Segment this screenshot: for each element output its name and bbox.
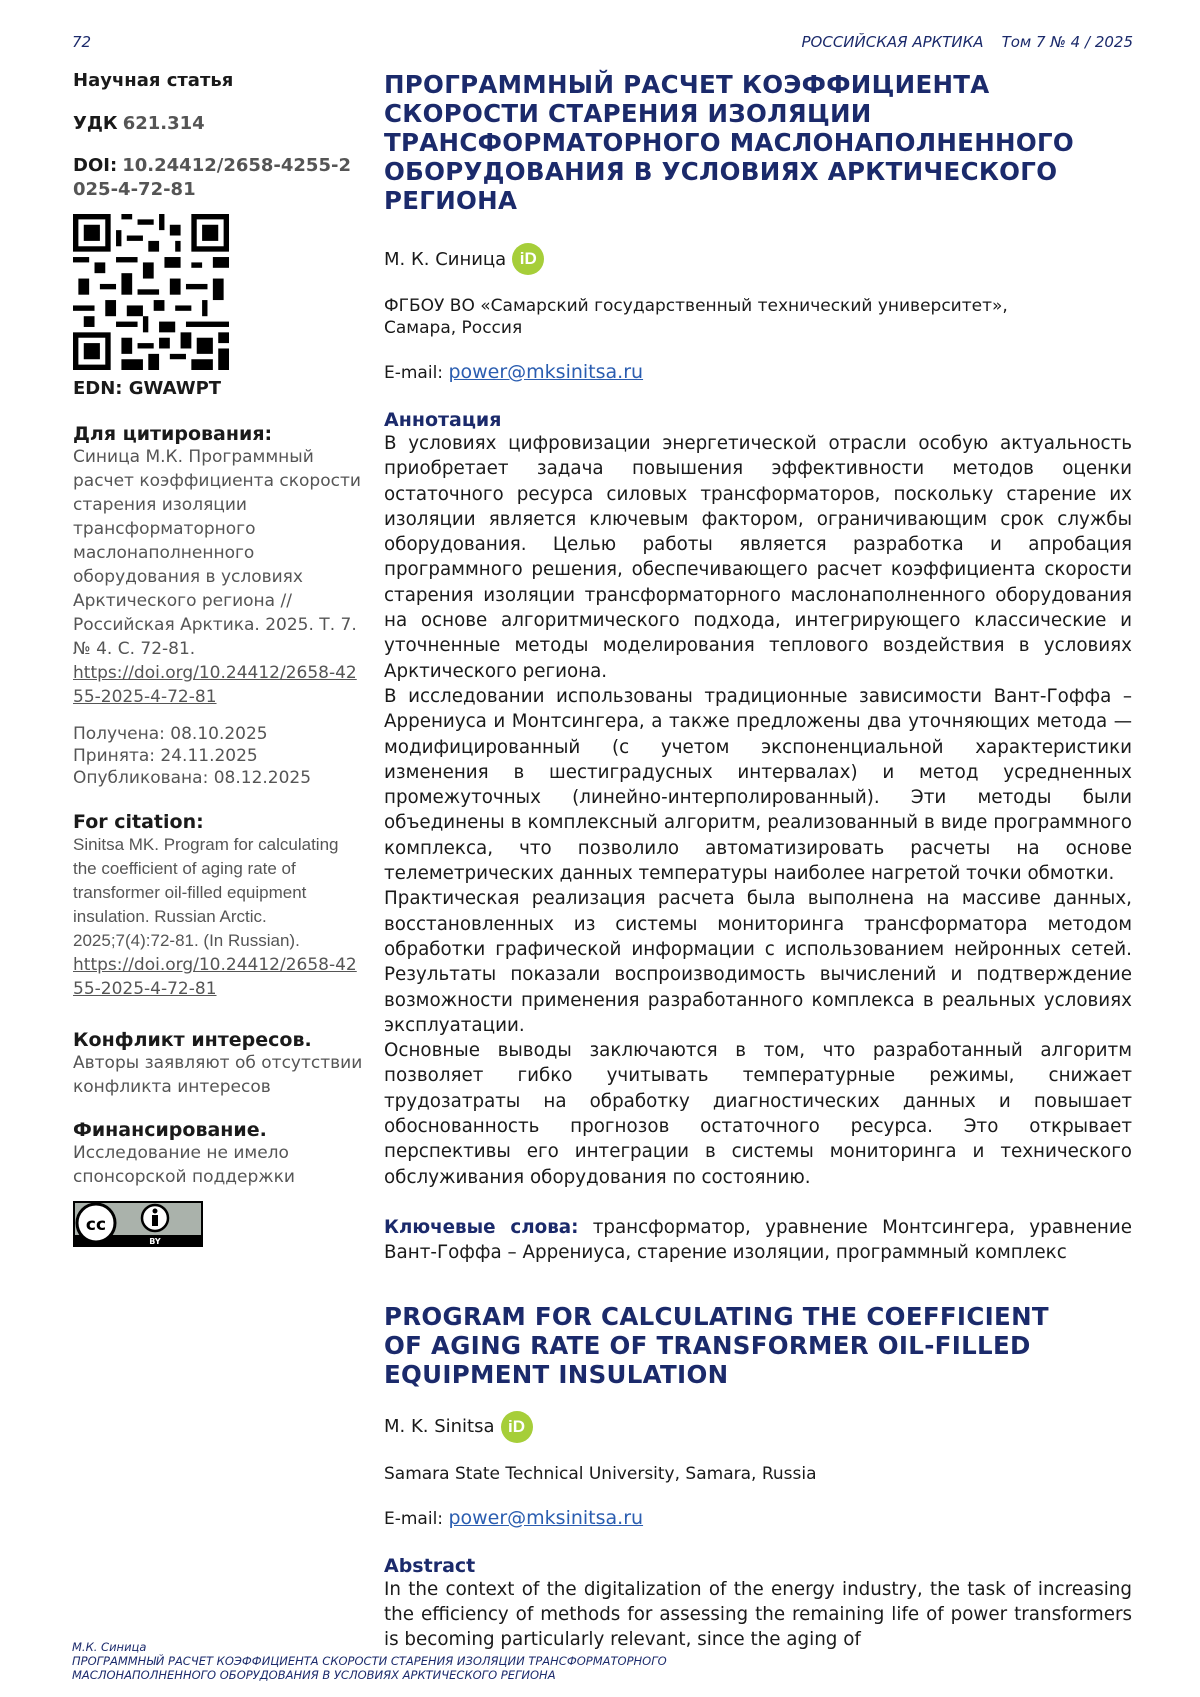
abstract-paragraph: В исследовании использованы традиционные зависимости Вант-Гоффа – Аррениуса и Монтсингера, а также предложены два уточняющих метода — модифицированный (с учетом экспоненциальной характеристики изменения в шестиградусных интервалах) и метод усредненных промежуточных (линейно-интерполированный). Эти методы были объединены в комплексный алгоритм, реализованный в виде программного комплекса, что позволило автоматизировать расчеты на основе телеметрических данных температуры наиболее нагретой точки обмотки. [384, 685, 1132, 885]
abstract-title-en: Abstract [384, 1554, 476, 1577]
affiliation-en: Samara State Technical University, Samara, Russia [384, 1463, 817, 1484]
conflict-text: Авторы заявляют об отсутствии конфликта интересов [73, 1053, 363, 1097]
citation-en-text: Sinitsa MK. Program for calculating the coefficient of aging rate of transformer oil-filled equipment insulation. Russian Arctic. 2025;7(4):72-81. (In Russian). [73, 835, 339, 950]
received-date: Получена: 08.10.2025 [73, 724, 268, 744]
citation-ru-title: Для цитирования: [73, 423, 273, 445]
citation-en-link[interactable]: https://doi.org/10.24412/2658-4255-2025-4-72-81 [73, 955, 357, 999]
affiliation-ru: ФГБОУ ВО «Самарский государственный технический университет», Самара, Россия [384, 296, 1008, 338]
email-link-en[interactable]: power@mksinitsa.ru [448, 1506, 644, 1529]
conflict-title: Конфликт интересов. [73, 1029, 312, 1051]
abstract-text-en: In the context of the digitalization of the energy industry, the task of increasing the efficiency of methods for assessing the remaining life of power transformers is becoming particularly relevant, since the aging of [384, 1578, 1132, 1651]
udk-value: 621.314 [122, 113, 205, 134]
cc-by-icon[interactable] [73, 1201, 203, 1247]
cc-by-badge: BY [149, 1237, 161, 1246]
main-content [384, 70, 1132, 1652]
article-title-ru: ПРОГРАММНЫЙ РАСЧЕТ КОЭФФИЦИЕНТА СКОРОСТИ СТАРЕНИЯ ИЗОЛЯЦИИ ТРАНСФОРМАТОРНОГО МАСЛОНАПОЛНЕННОГО ОБОРУДОВАНИЯ В УСЛОВИЯХ АРКТИЧЕСКОГО РЕГИОНА [384, 70, 1074, 215]
issue-info: Том 7 № 4 / 2025 [1001, 33, 1133, 51]
email-en [384, 1507, 1132, 1529]
running-header [802, 33, 1134, 51]
doi-value: 10.24412/2658-4255-2025-4-72-81 [73, 155, 351, 200]
abstract-paragraph: Практическая реализация расчета была выполнена на массиве данных, восстановленных из системы мониторинга трансформатора методом обработки графической информации с использованием нейронных сетей. Результаты показали воспроизводимость вычислений и подтверждение возможности применения разработанного комплекса в реальных условиях эксплуатации. [384, 888, 1132, 1036]
citation-en-title: For citation: [73, 811, 204, 833]
keywords-text-ru: трансформатор, уравнение Монтсингера, уравнение Вант-Гоффа – Аррениуса, старение изоляции, программный комплекс [384, 1216, 1132, 1264]
orcid-icon[interactable]: iD [512, 243, 544, 275]
sidebar [73, 70, 363, 1247]
email-link-ru[interactable]: power@mksinitsa.ru [448, 361, 644, 383]
page-footer [72, 1640, 667, 1682]
accepted-date: Принята: 24.11.2025 [73, 746, 258, 766]
article-title-en: PROGRAM FOR CALCULATING THE COEFFICIENT OF AGING RATE OF TRANSFORMER OIL-FILLED EQUIPMENT INSULATION [384, 1301, 1049, 1389]
citation-ru-text: Синица М.К. Программный расчет коэффициента скорости старения изоляции трансформаторного маслонаполненного оборудования в условиях Арктического региона // Российская Арктика. 2025. Т. 7. № 4. С. 72-81. [73, 447, 361, 659]
keywords-label-ru: Ключевые слова: [384, 1216, 579, 1238]
svg-text:cc: cc [85, 1215, 107, 1235]
abstract-paragraph: В условиях цифровизации энергетической отрасли особую актуальность приобретает задача повышения эффективности методов оценки остаточного ресурса силовых трансформаторов, поскольку старение их изоляции является ключевым фактором, ограничивающим срок службы оборудования. Целью работы является разработка и апробация программного решения, обеспечивающего расчет коэффициента скорости старения изоляции трансформаторного маслонаполненного оборудования на основе алгоритмического подхода, интегрирующего классические и уточненные методы моделирования теплового воздействия в условиях Арктического региона. [384, 433, 1132, 682]
udk-label: УДК [73, 113, 118, 134]
journal-name: РОССИЙСКАЯ АРКТИКА [801, 33, 984, 51]
author-name-ru: М. К. Синица [384, 248, 507, 270]
page-number: 72 [72, 33, 92, 51]
author-ru [384, 243, 1132, 275]
email-label-ru: E-mail: [384, 363, 444, 383]
abstract-title-ru: Аннотация [384, 409, 502, 431]
footer-title-line: ПРОГРАММНЫЙ РАСЧЕТ КОЭФФИЦИЕНТА СКОРОСТИ СТАРЕНИЯ ИЗОЛЯЦИИ ТРАНСФОРМАТОРНОГО [72, 1654, 667, 1668]
orcid-icon[interactable]: iD [501, 1411, 533, 1443]
email-label-en: E-mail: [384, 1508, 444, 1529]
funding-title: Финансирование. [73, 1119, 267, 1141]
email-ru [384, 361, 1132, 383]
citation-ru-link[interactable]: https://doi.org/10.24412/2658-4255-2025-4-72-81 [73, 663, 357, 707]
article-type: Научная статья [73, 70, 234, 91]
abstract-paragraph: Основные выводы заключаются в том, что разработанный алгоритм позволяет гибко учитывать температурные режимы, снижает трудозатраты на обработку диагностических данных и повышает обоснованность прогнозов остаточного ресурса. Это открывает перспективы его интеграции в системы мониторинга и технического обслуживания оборудования по состоянию. [384, 1040, 1132, 1188]
author-en [384, 1411, 1132, 1443]
keywords-ru [384, 1215, 1132, 1266]
doi-label: DOI: [73, 155, 118, 176]
published-date: Опубликована: 08.12.2025 [73, 768, 312, 788]
doi [73, 154, 363, 202]
footer-author: М.К. Синица [72, 1640, 147, 1654]
edn: EDN: GWAWPT [73, 378, 222, 399]
udk [73, 113, 363, 134]
author-name-en: M. K. Sinitsa [384, 1416, 495, 1437]
footer-title-line: МАСЛОНАПОЛНЕННОГО ОБОРУДОВАНИЯ В УСЛОВИЯХ АРКТИЧЕСКОГО РЕГИОНА [72, 1668, 556, 1682]
qr-code-icon [73, 214, 229, 370]
funding-text: Исследование не имело спонсорской поддержки [73, 1143, 295, 1187]
